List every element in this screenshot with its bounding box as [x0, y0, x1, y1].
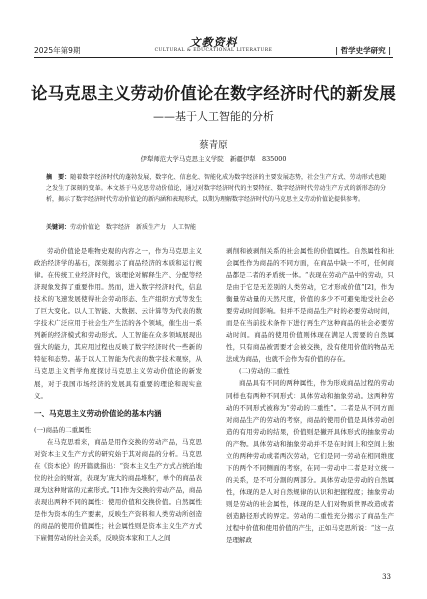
keywords-text: 劳动价值论 数字经济 新质生产力 人工智能 — [70, 224, 197, 231]
header-rule — [34, 57, 393, 58]
subsection-heading: (二)劳动的二重性 — [239, 367, 290, 376]
page-number: 33 — [382, 573, 391, 581]
left-column — [34, 245, 202, 544]
abstract-label: 摘 要： — [46, 174, 71, 181]
article-subtitle: ——基于人工智能的分析 — [153, 110, 274, 123]
abstract-text: 随着数字经济时代的蓬勃发展，数字化、信息化、智能化成为数字经济的主要发展态势，社会生产方式、劳动形式也随之发生了深刻的变革。本文基于马克思劳动价值论，通过对数字经济时代的主要特征、数字经济时代劳动生产方式的新形态的分析，揭示了数字经济时代劳动价值论的新内涵和表现形式，以期为理解数字经济时代的马克思主义劳动价值论提供参考。 — [46, 174, 386, 203]
page-header — [0, 0, 427, 62]
journal-title-en: CULTURAL & EDUCATIONAL LITERATURE — [154, 48, 273, 53]
journal-title: 文教资料 — [189, 36, 238, 49]
body-paragraph: 劳动价值论是唯物史观的内容之一，作为马克思主义政治经济学的基石，深刻揭示了商品经济的本质和运行规律。在传统工业经济时代，该理论对解释生产、分配等经济现象发挥了重要作用。然而，进入数字经济时代，信息技术的飞速发展使得社会劳动形态、生产组织方式等发生了巨大变化。以人工智能、大数据、云计算等为代表的数字技术广泛应用于社会生产生活的各个领域，催生出一系列新的经济模式和劳动形式。人工智能在众多领域展现出强大的能力，其应用过程也反映了数字经济时代一些新的特征和态势。基于以人工智能为代表的数字技术观察，从马克思主义哲学角度探讨马克思主义劳动价值论的新发展，对于我国市场经济的发展具有重要的理论和现实意义。 — [34, 247, 202, 400]
body-paragraph: 商品具有不同的两种属性，作为形成商品过程的劳动同样也有两种不同形式：具体劳动和抽象劳动。这两种劳动的不同形式被称为“劳动的二重性”。二者是从不同方面对商品生产的劳动的考察，商品的使用价值是具体劳动创造的有用劳动的结果，价值则是撇开具体形式的抽象劳动的产物。具体劳动和抽象劳动并不是在时间上和空间上独立的两种劳动或者两次劳动，它们是同一劳动在相同维度下的两个不同侧面的考察，在同一劳动中二者是对立统一的关系，是不可分割的两部分。具体劳动是劳动的自然属性，体现的是人对自然规律的认识和把握程度；抽象劳动则是劳动的社会属性，体现的是人们对物质世界改造或者创造路径形式的界定。劳动的二重性充分揭示了商品生产过程中价值和使用价值的产生，正如马克思所说：“这一点是理解政 — [226, 379, 394, 545]
right-column — [226, 245, 394, 546]
abstract — [46, 172, 386, 205]
section-heading: 一、马克思主义劳动价值论的基本内涵 — [34, 408, 162, 418]
article-title: 论马克思主义劳动价值论在数字经济时代的新发展 — [31, 84, 396, 103]
body-paragraph: 剥削和被剥削关系的社会属性的价值属性。自然属性和社会属性作为商品的不同方面，在商品中缺一不可，任何商品都是二者的矛盾统一体。“表现在劳动产品中的劳动，只是由于它是无差别的人类劳动，它才形成价值”[2]，作为衡量劳动量的天然尺度，价值的多少不可避免地受社会必要劳动时间影响。但并不是商品生产时的必要劳动时间，而是在当前技术条件下进行再生产这种商品的社会必要劳动时间。商品的使用价值则体现在满足人需要的自然属性，只有商品被需要才会被交换，没有使用价值的物品无法成为商品，也就不会作为有价值的存在。 — [226, 247, 394, 364]
keywords — [46, 222, 386, 231]
column-name: | 哲学史学研究 | — [335, 46, 391, 55]
author-name: 蔡青原 — [199, 140, 228, 151]
body-paragraph: 在马克思看来，商品是用作交换的劳动产品，马克思对资本主义生产方式的研究始于其对商品的分析。马克思在《资本论》的开篇就指出：“资本主义生产方式占统治地位的社会的财富，表现为‘庞大的商品堆积’，单个的商品表现为这种财富的元素形式。”[1]作为交换的劳动产品，商品表现出两种不同的属性：使用价值和交换价值。自然属性是作为资本的生产要素，反映生产资料和人类劳动所创造的商品的使用价值属性；社会属性则是资本主义生产方式下雇佣劳动的社会关系，反映资本家和工人之间 — [34, 437, 202, 542]
keywords-label: 关键词： — [46, 224, 71, 231]
subsection-heading: (一)商品的二重属性 — [34, 425, 92, 434]
author-affiliation: 伊犁师范大学马克思主义学院 新疆伊犁 835000 — [140, 155, 287, 163]
issue-number: 2025年第9期 — [34, 46, 81, 55]
